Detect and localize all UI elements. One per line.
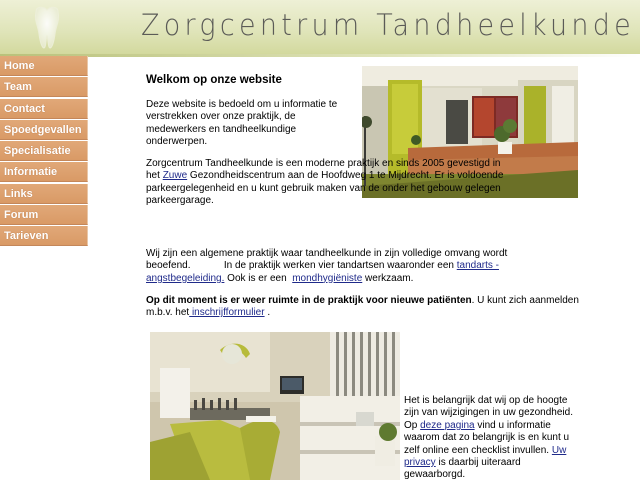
- sidebar-nav: [0, 56, 88, 248]
- header-divider: [0, 54, 640, 57]
- nav-item-spoedgevallen[interactable]: Spoedgevallen: [0, 120, 88, 140]
- angstbegeleiding-link[interactable]: tandarts - angstbegeleiding.: [146, 260, 499, 284]
- practice-text-2: Ook is er een: [224, 272, 293, 284]
- new-patients-notice: [146, 295, 586, 320]
- site-title: Zorgcentrum Tandheelkunde: [141, 8, 636, 42]
- health-paragraph: [404, 395, 582, 480]
- nav-item-tarieven[interactable]: Tarieven: [0, 226, 88, 246]
- health-text-2: vind u informatie waarom dat zo belangrijk is en kunt u zelf online een checklist invullen.: [404, 419, 570, 456]
- intro-paragraph: Deze website is bedoeld om u informatie te verstrekken over onze praktijk, de medewerkers en tandheelkundige onderwerpen.: [146, 99, 338, 148]
- about-text-1: Zorgcentrum Tandheelkunde is een moderne praktijk en sinds 2005 gevestigd in het: [146, 158, 501, 182]
- nav-item-home[interactable]: Home: [0, 56, 88, 76]
- inschrijfformulier-link[interactable]: inschrijfformulier: [189, 307, 265, 319]
- zuwe-link[interactable]: Zuwe: [162, 170, 188, 182]
- notice-text-2: .: [264, 307, 271, 319]
- tooth-icon: [30, 4, 64, 50]
- privacy-link[interactable]: Uw privacy: [404, 444, 567, 469]
- practice-text-3: werkzaam.: [362, 272, 414, 284]
- nav-item-specialisatie[interactable]: Specialisatie: [0, 141, 88, 161]
- notice-text-1: . U kunt zich aanmelden m.b.v. het: [146, 295, 579, 319]
- deze-pagina-link[interactable]: deze pagina: [420, 419, 475, 431]
- nav-item-team[interactable]: Team: [0, 77, 88, 97]
- treatment-room-photo: [150, 332, 400, 480]
- practice-text-1: Wij zijn een algemene praktijk waar tandheelkunde in zijn volledige omvang wordt beoefend. In de praktijk werken vier tandartsen waaronder een: [146, 248, 511, 272]
- nav-item-informatie[interactable]: Informatie: [0, 162, 88, 182]
- mondhygienist-link[interactable]: mondhygiëniste: [292, 272, 363, 284]
- site-header: [0, 0, 640, 54]
- nav-item-forum[interactable]: Forum: [0, 205, 88, 225]
- about-text-2: Gezondheidscentrum aan de Hoofdweg 1 te Mijdrecht. Er is voldoende parkeergelegenheid en u kunt gebruik maken van de onder het gebouw gelegen parkeergarage.: [146, 170, 504, 207]
- welcome-title: Welkom op onze website: [146, 74, 282, 86]
- health-text-1: Het is belangrijk dat wij op de hoogte zijn van wijzigingen in uw gezondheid. Op: [404, 395, 573, 431]
- nav-item-contact[interactable]: Contact: [0, 99, 88, 119]
- nav-item-links[interactable]: Links: [0, 184, 88, 204]
- about-paragraph: [146, 158, 506, 208]
- health-text-3: is daarbij uiteraard gewaarborgd.: [404, 457, 521, 480]
- practice-paragraph: [146, 248, 526, 285]
- new-patients-bold: Op dit moment is er weer ruimte in de praktijk voor nieuwe patiënten: [146, 295, 472, 306]
